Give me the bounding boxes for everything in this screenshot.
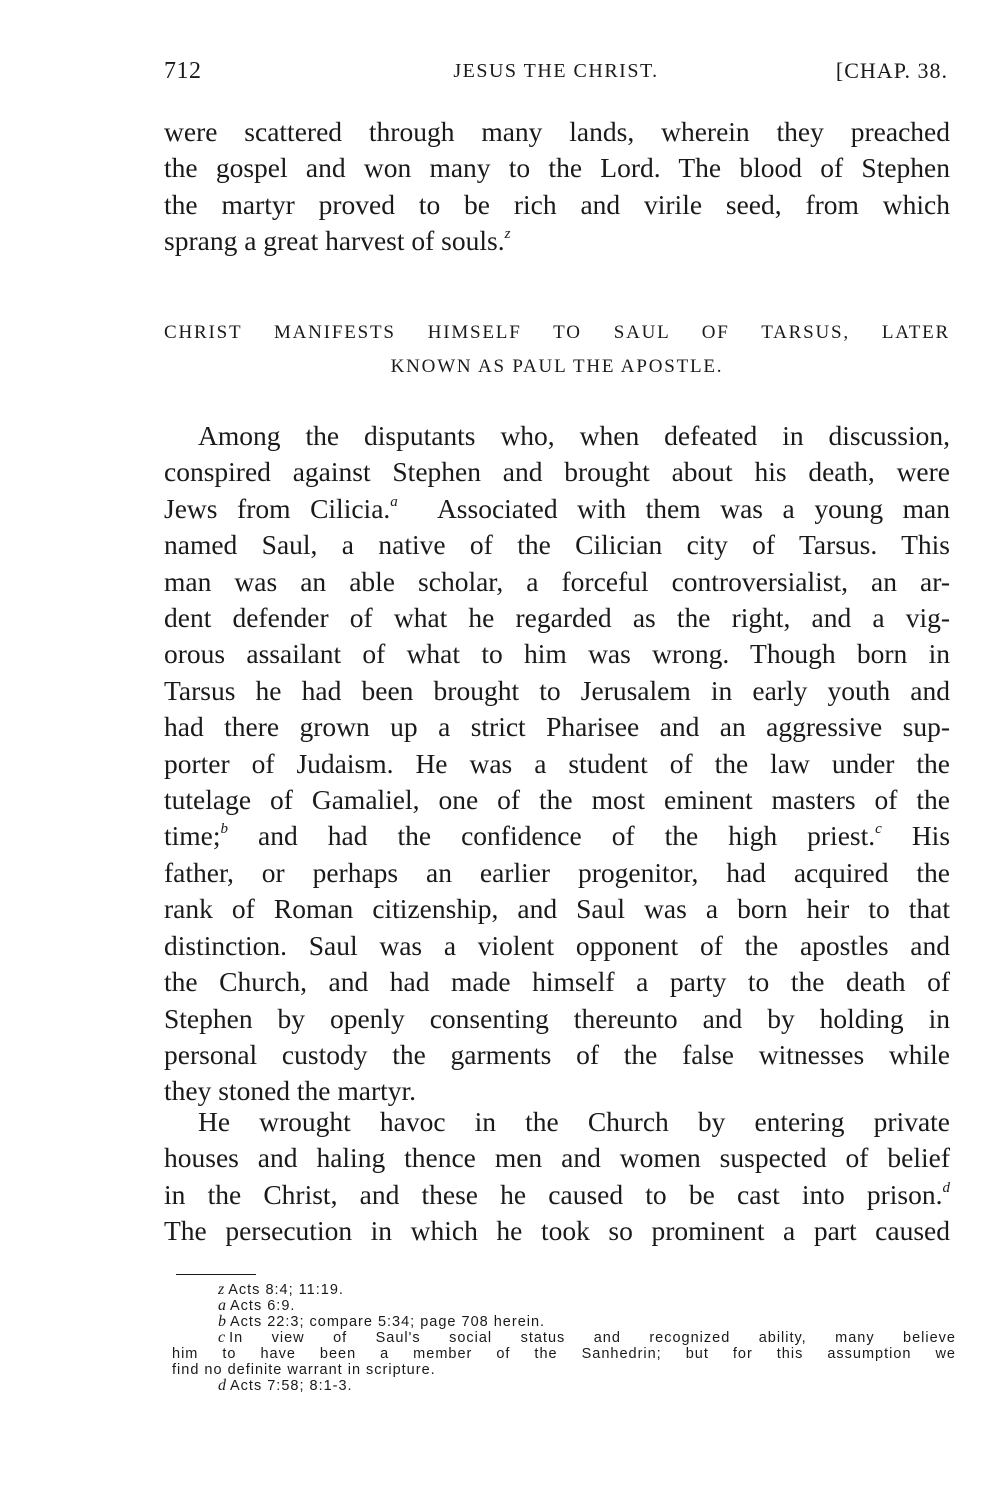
text-line: they stoned the martyr. bbox=[164, 1075, 417, 1107]
footnotes bbox=[172, 1282, 956, 1394]
text-line: personal custody the garments of the false witnesses while bbox=[164, 1038, 950, 1070]
paragraph-continuation bbox=[164, 114, 950, 260]
footnote: c In view of Saul's social status and recognized ability, many believe him to have been a member of the Sanhedrin; but for this assumption we find no definite warrant in scripture. bbox=[172, 1329, 956, 1378]
footnote: d Acts 7:58; 8:1-3. bbox=[218, 1377, 353, 1394]
text-line: The persecution in which he took so prominent a part caused bbox=[164, 1215, 950, 1247]
section-heading-line: KNOWN AS PAUL THE APOSTLE. bbox=[390, 356, 724, 377]
running-header bbox=[164, 58, 948, 94]
footnote-ref: d bbox=[942, 1179, 950, 1196]
footnote-ref: z bbox=[504, 226, 511, 243]
running-title: JESUS THE CHRIST. bbox=[453, 60, 659, 82]
text-line: the gospel and won many to the Lord. The blood of Stephen bbox=[164, 152, 950, 184]
text-line: had there grown up a strict Pharisee and an aggressive sup- bbox=[164, 711, 950, 743]
text-line: Tarsus he had been brought to Jerusalem in early youth and bbox=[164, 674, 950, 706]
footnote: z Acts 8:4; 11:19. bbox=[218, 1281, 344, 1298]
text-line: Among the disputants who, when defeated in discussion, bbox=[198, 420, 950, 451]
text-line: porter of Judaism. He was a student of the law under the bbox=[164, 747, 950, 779]
text-line: man was an able scholar, a forceful controversialist, an ar- bbox=[164, 565, 950, 597]
text-line: time;$^b$ and had the confidence of the high priest.$^c$ His bbox=[164, 820, 951, 852]
text-line: orous assailant of what to him was wrong. Though born in bbox=[164, 638, 950, 670]
page-number: 712 bbox=[164, 58, 202, 84]
paragraph-havoc bbox=[164, 1104, 950, 1250]
text-line: father, or perhaps an earlier progenitor, had acquired the bbox=[164, 856, 950, 888]
text-line: Jews from Cilicia.$^a$ Associated with them was a young man bbox=[164, 492, 951, 524]
text-line: distinction. Saul was a violent opponent of the apostles and bbox=[164, 929, 950, 961]
text-line: named Saul, a native of the Cilician city of Tarsus. This bbox=[164, 529, 950, 561]
text-line: the martyr proved to be rich and virile seed, from which bbox=[164, 188, 950, 220]
footnote-ref: b bbox=[220, 821, 229, 838]
text-line: tutelage of Gamaliel, one of the most eminent masters of the bbox=[164, 784, 950, 816]
text-line: sprang a great harvest of souls.$^z$ bbox=[164, 225, 511, 257]
footnote: b Acts 22:3; compare 5:34; page 708 herein. bbox=[218, 1313, 546, 1330]
chapter-label: [CHAP. 38. bbox=[835, 58, 948, 83]
paragraph-saul bbox=[164, 418, 950, 1110]
footnote-ref: a bbox=[390, 493, 398, 510]
text-line: dent defender of what he regarded as the right, and a vig- bbox=[164, 602, 950, 634]
text-line: were scattered through many lands, wherein they preached bbox=[164, 116, 950, 147]
text-line: He wrought havoc in the Church by entering private bbox=[198, 1106, 950, 1137]
footnote: a Acts 6:9. bbox=[218, 1297, 296, 1314]
text-line: rank of Roman citizenship, and Saul was a born heir to that bbox=[164, 893, 950, 925]
section-heading bbox=[164, 316, 950, 384]
text-line: the Church, and had made himself a party to the death of bbox=[164, 966, 950, 998]
text-line: Stephen by openly consenting thereunto and by holding in bbox=[164, 1002, 950, 1034]
text-line: houses and haling thence men and women suspected of belief bbox=[164, 1142, 950, 1174]
text-line: in the Christ, and these he caused to be cast into prison.$^d$ bbox=[164, 1178, 950, 1210]
footnote-divider bbox=[176, 1274, 256, 1275]
text-line: conspired against Stephen and brought about his death, were bbox=[164, 456, 950, 488]
section-heading-line: CHRIST MANIFESTS HIMSELF TO SAUL OF TARSUS, LATER bbox=[164, 322, 950, 343]
footnote-ref: c bbox=[875, 821, 882, 838]
